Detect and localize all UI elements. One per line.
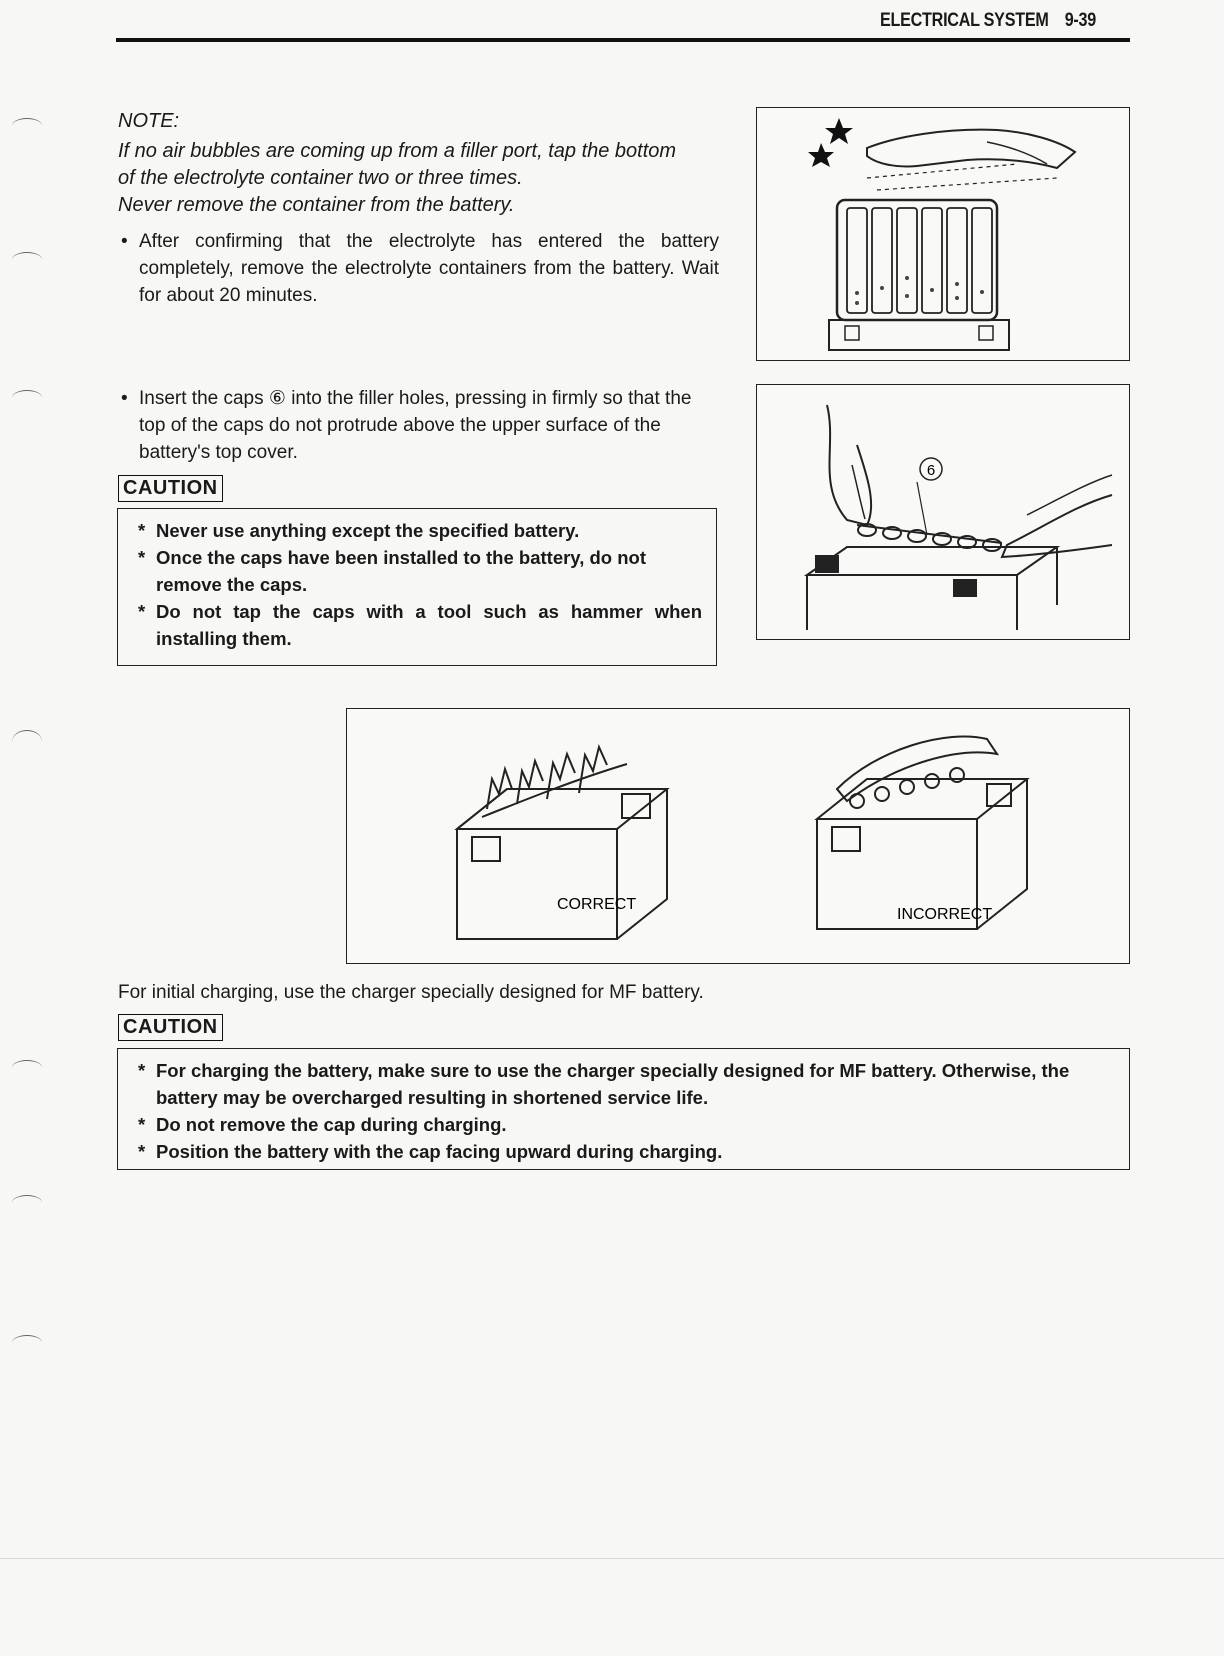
caution-item: * Do not remove the cap during charging. (138, 1114, 507, 1135)
note-line: of the electrolyte container two or three times. (118, 167, 523, 189)
page-edge-line (0, 1558, 1224, 1559)
correct-incorrect-illustration (347, 709, 1129, 963)
caution-item-text: Position the battery with the cap facing upward during charging. (156, 1141, 723, 1162)
initial-charging-text: For initial charging, use the charger specially designed for MF battery. (118, 982, 704, 1003)
caution-item: * For charging the battery, make sure to use the charger specially designed for MF battery. Otherwise, the battery may be overcharged resulting in shortened service life. (138, 1060, 1070, 1108)
bullet-marker: • (121, 231, 128, 252)
section-title: ELECTRICAL SYSTEM (880, 10, 1049, 31)
incorrect-label: INCORRECT (897, 906, 993, 923)
page-header-title (880, 10, 1096, 32)
figure-insert-caps (756, 384, 1130, 640)
note-text (118, 138, 758, 219)
binder-hole-mark (12, 1060, 42, 1075)
caution-box (117, 508, 717, 666)
caution-box (117, 1048, 1130, 1170)
binder-hole-mark (12, 1335, 42, 1350)
instruction-bullet (121, 228, 719, 309)
header-rule (116, 38, 1130, 42)
caution-item: * Never use anything except the specified battery. (138, 520, 580, 541)
binder-hole-mark (12, 252, 42, 267)
page-number: 9-39 (1064, 10, 1096, 31)
bullet-text: Insert the caps ⑥ into the filler holes, pressing in firmly so that the top of the caps do not protrude above the upper surface of the battery's top cover. (139, 388, 692, 463)
bullet-text: After confirming that the electrolyte has entered the battery completely, remove the electrolyte containers from the battery. Wait for about 20 minutes. (139, 231, 719, 306)
caution-item-text: Once the caps have been installed to the battery, do not remove the caps. (156, 547, 647, 595)
caution-item-text: Do not tap the caps with a tool such as hammer when installing them. (156, 601, 702, 649)
caution-item: * Once the caps have been installed to the battery, do not remove the caps. (138, 547, 647, 595)
caution-item: * Position the battery with the cap facing upward during charging. (138, 1141, 723, 1162)
binder-hole-mark (12, 1195, 42, 1210)
note-line: Never remove the container from the battery. (118, 194, 515, 216)
insert-caps-illustration (757, 385, 1129, 639)
caution-item-text: For charging the battery, make sure to use the charger specially designed for MF battery. Otherwise, the battery may be overcharged resulting in shortened service life. (156, 1060, 1070, 1108)
binder-hole-mark (12, 118, 42, 133)
binder-hole-mark (12, 390, 42, 405)
correct-label: CORRECT (557, 896, 637, 913)
caution-tag: CAUTION (118, 475, 223, 502)
figure-correct-incorrect (346, 708, 1130, 964)
caps-callout-number: 6 (926, 462, 936, 479)
electrolyte-container-illustration (757, 108, 1129, 360)
incorrect-battery-drawing (817, 736, 1027, 929)
caution-item-text: Do not remove the cap during charging. (156, 1114, 507, 1135)
note-label: NOTE: (118, 110, 180, 132)
caution-tag: CAUTION (118, 1014, 223, 1041)
bullet-marker: • (121, 388, 128, 409)
caution-item-text: Never use anything except the specified battery. (156, 520, 580, 541)
note-line: If no air bubbles are coming up from a filler port, tap the bottom (118, 140, 677, 162)
figure-electrolyte-container (756, 107, 1130, 361)
caution-item: * Do not tap the caps with a tool such as hammer when installing them. (138, 601, 702, 649)
binder-hole-mark (12, 730, 42, 753)
instruction-bullet (121, 385, 719, 466)
